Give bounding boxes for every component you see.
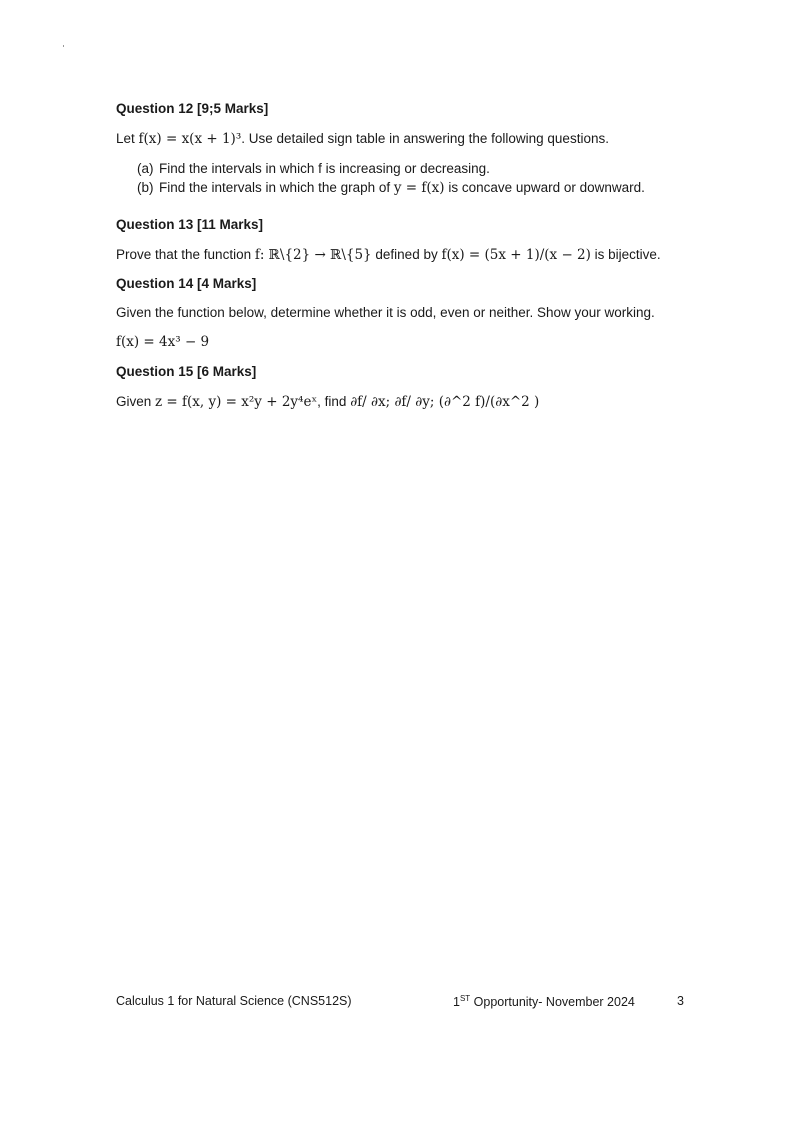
- scan-speck: [63, 45, 64, 47]
- question-14-formula-block: [116, 334, 716, 350]
- question-14-formula: f(x) = 4x³ − 9: [116, 334, 210, 350]
- question-13-function: f(x) = (5x + 1)/(x − 2): [441, 247, 591, 263]
- part-b-marker: (b): [137, 180, 154, 195]
- question-12-function: f(x) = x(x + 1)³: [138, 131, 242, 147]
- question-15-prefix: Given: [116, 394, 156, 409]
- part-b-text-suffix: is concave upward or downward.: [444, 180, 645, 195]
- question-13-heading-block: [116, 217, 716, 232]
- question-13-text: [116, 247, 716, 263]
- question-15-text: [116, 394, 716, 410]
- part-a-marker: (a): [137, 161, 154, 176]
- part-a-text: Find the intervals in which f is increasing or decreasing.: [159, 161, 490, 176]
- question-12-intro-suffix: . Use detailed sign table in answering the following questions.: [241, 131, 609, 146]
- part-b-math: y = f(x): [393, 180, 445, 196]
- question-14-heading-block: [116, 276, 716, 291]
- question-12-heading-block: [116, 101, 716, 116]
- question-12-part-a: [137, 161, 490, 176]
- question-12-intro-prefix: Let: [116, 131, 139, 146]
- footer-opportunity: [453, 994, 635, 1009]
- question-13-mid: defined by: [371, 247, 442, 262]
- question-13-suffix: is bijective.: [590, 247, 661, 262]
- question-13-prefix: Prove that the function: [116, 247, 255, 262]
- question-15-heading: Question 15 [6 Marks]: [116, 364, 257, 379]
- question-15-heading-block: [116, 364, 716, 379]
- footer-opportunity-suffix: Opportunity- November 2024: [470, 995, 635, 1009]
- question-15-derivatives: ∂f/ ∂x; ∂f/ ∂y; (∂^2 f)/(∂x^2 ): [350, 394, 540, 410]
- page-number: 3: [677, 994, 684, 1008]
- question-14-heading: Question 14 [4 Marks]: [116, 276, 257, 291]
- question-15-function: z = f(x, y) = x²y + 2y⁴eˣ: [155, 394, 318, 410]
- question-12-part-b: [137, 180, 645, 196]
- footer-opportunity-sup: ST: [459, 994, 471, 1003]
- question-15-mid: , find: [317, 394, 351, 409]
- question-12-heading: Question 12 [9;5 Marks]: [116, 101, 269, 116]
- footer-opportunity-prefix: 1: [453, 995, 460, 1009]
- question-13-heading: Question 13 [11 Marks]: [116, 217, 264, 232]
- question-14-text-block: [116, 305, 716, 320]
- question-14-text: Given the function below, determine whether it is odd, even or neither. Show your working.: [116, 305, 655, 320]
- question-12-intro: [116, 131, 716, 147]
- question-13-mapping: f: ℝ\{2} → ℝ\{5}: [254, 247, 372, 263]
- footer-course: Calculus 1 for Natural Science (CNS512S): [116, 994, 352, 1008]
- part-b-text-prefix: Find the intervals in which the graph of: [159, 180, 394, 195]
